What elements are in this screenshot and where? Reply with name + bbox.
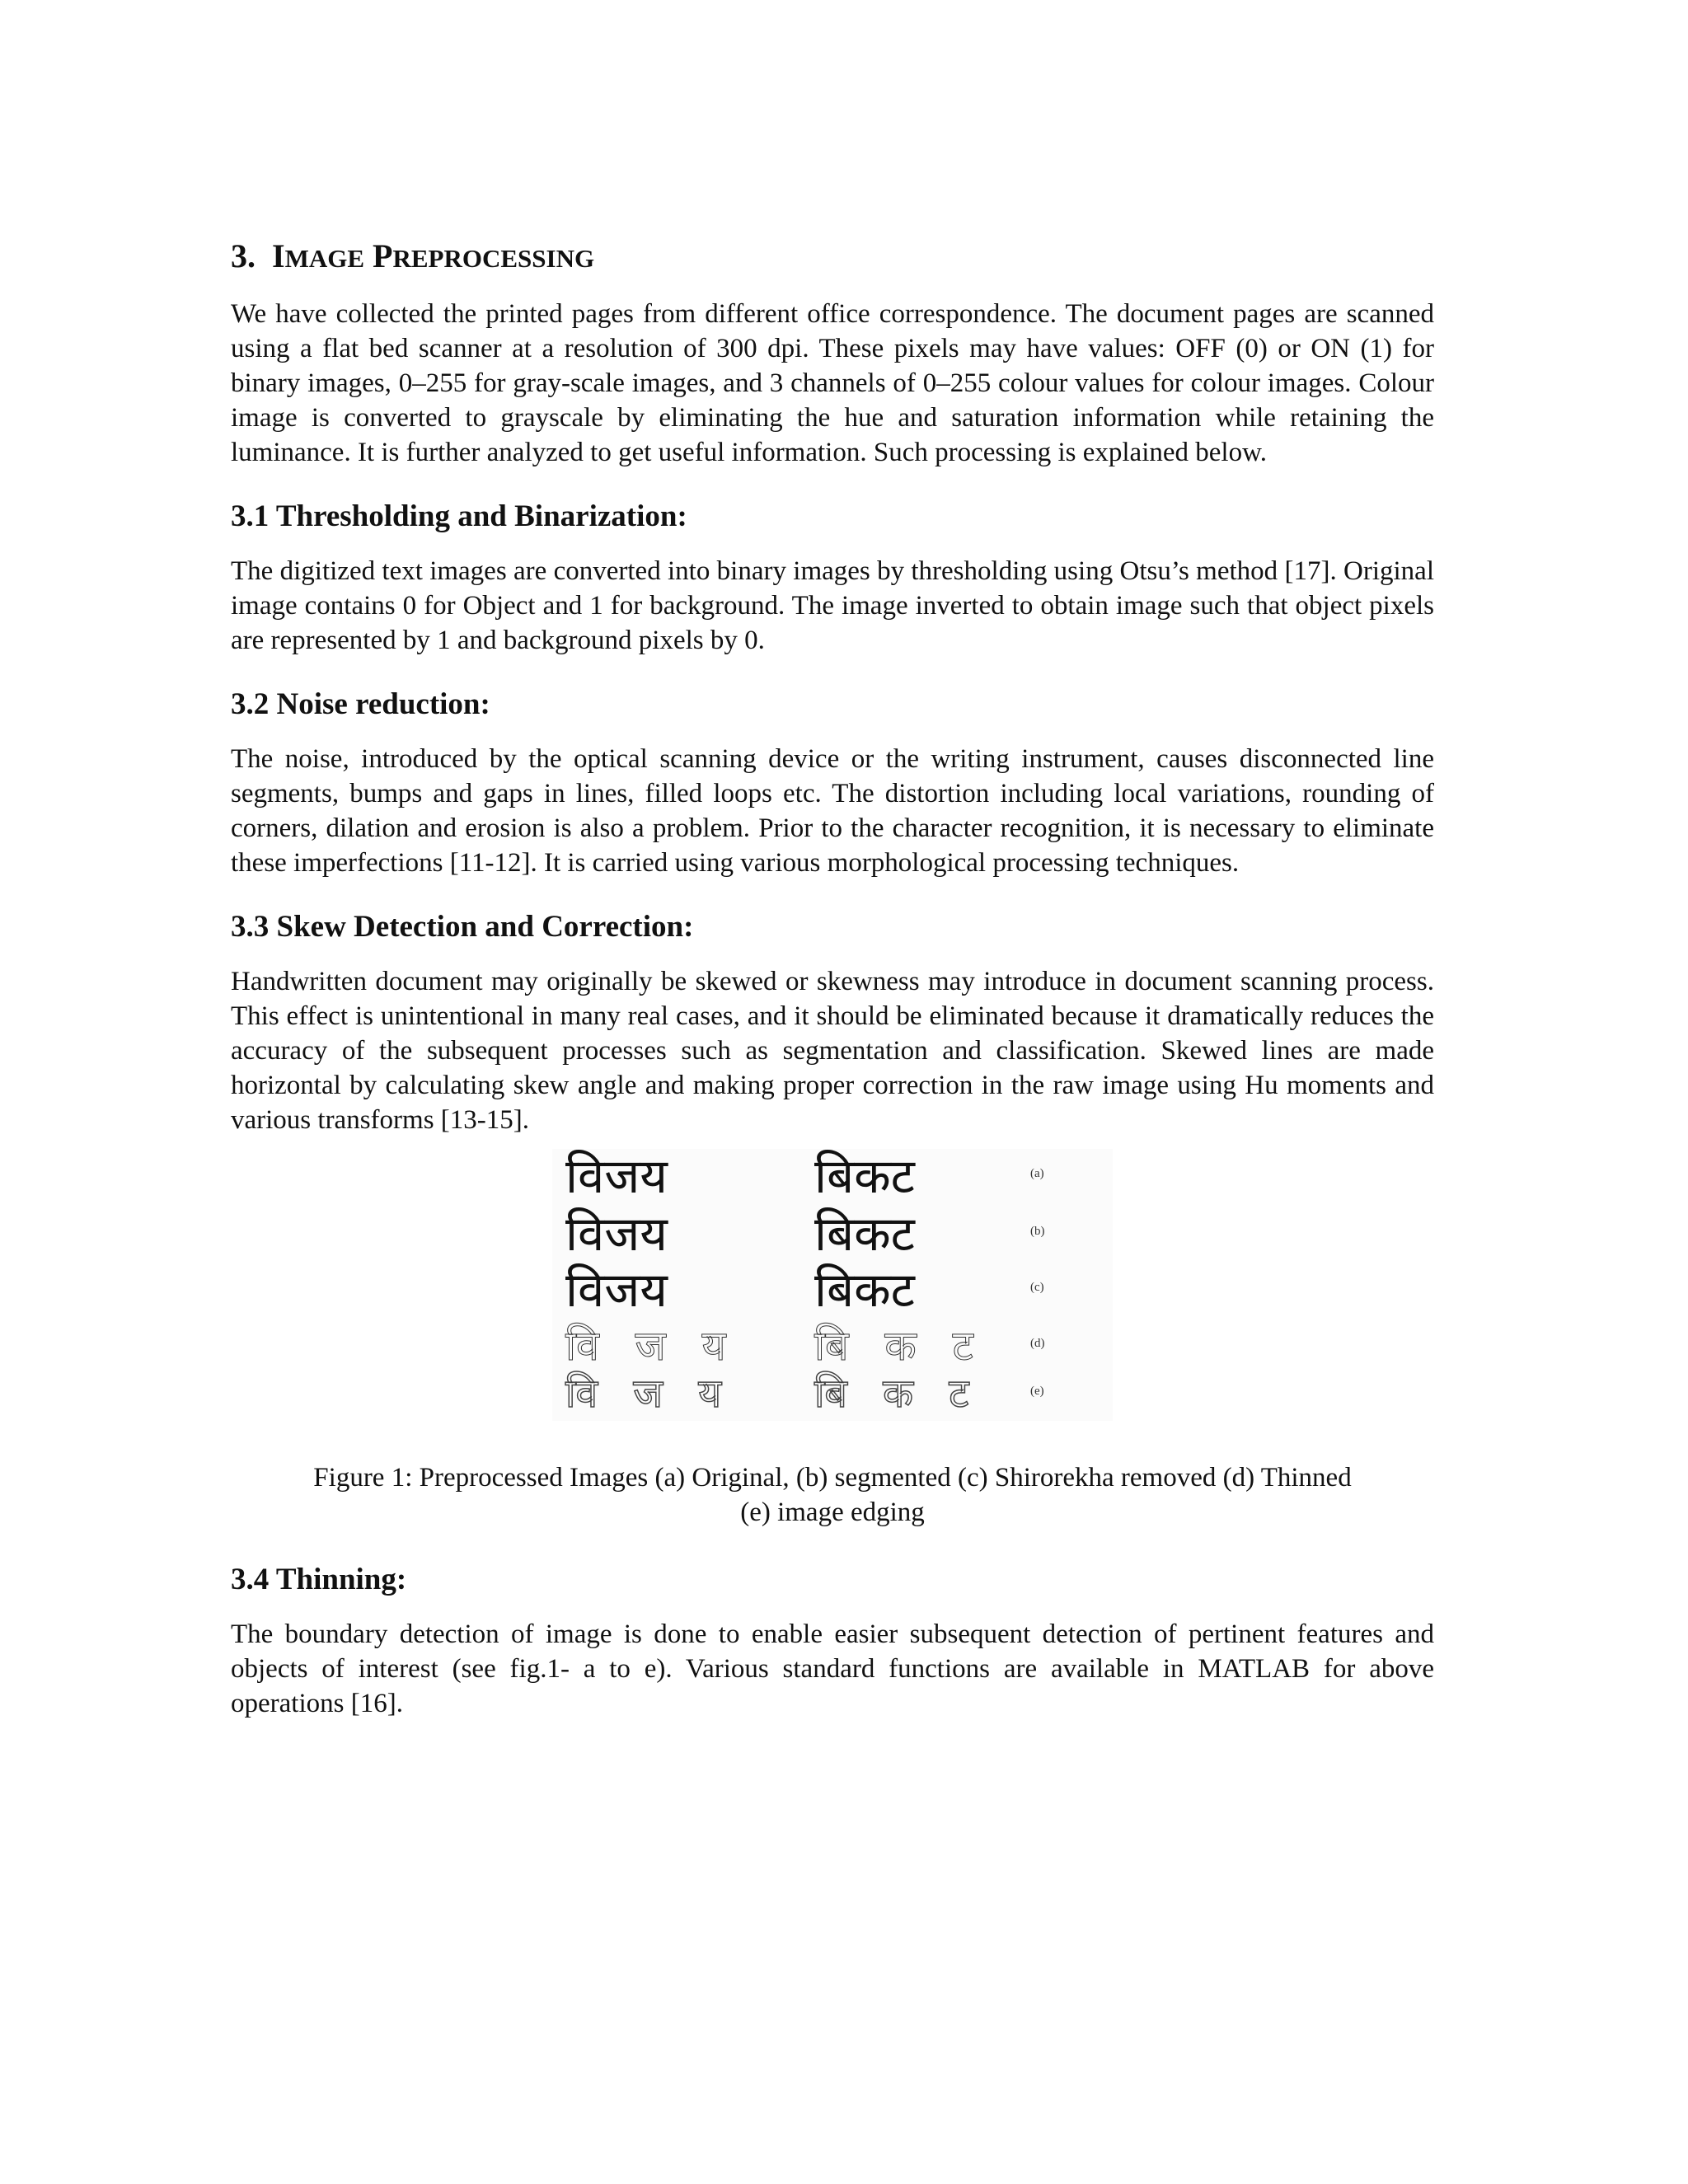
title-cap-1: I (272, 237, 285, 274)
title-rest-1: MAGE (284, 244, 365, 273)
figure-row-original (552, 1148, 1113, 1204)
figure-word-bikat: बिकट (814, 1262, 915, 1318)
figure-word-vijay: वि ज य (565, 1371, 734, 1417)
figure-row-tag: (a) (1030, 1167, 1044, 1180)
figure-row-tag: (c) (1030, 1281, 1044, 1294)
figure-row-thinned (552, 1320, 1113, 1371)
paragraph-skew: Handwritten document may originally be skewed or skewness may introduce in document scanning process. This effect is unintentional in many real cases, and it should be eliminated because it dramatically reduces the accuracy of the subsequent processes such as segmentation and classification. Skewed lines are made horizontal by calculating skew angle and making proper correction in the raw image using Hu moments and various transforms [13-15]. (231, 967, 1434, 1135)
figure-word-vijay: वि ज य (565, 1322, 738, 1370)
section-title (231, 235, 1434, 280)
figure-row-tag: (b) (1030, 1225, 1045, 1238)
figure-preprocessed-images (552, 1149, 1113, 1421)
subsection-title-thinning: 3.4 Thinning: (231, 1563, 407, 1596)
figure-word-bikat: बिकट (814, 1148, 915, 1204)
paragraph-thresholding: The digitized text images are converted into binary images by thresholding using Otsu’s method [17]. Original image contains 0 for Object and 1 for background. The image inverted to obtain image such that object pixels are represented by 1 and background pixels by 0. (231, 556, 1434, 655)
figure-word-vijay: विजय (565, 1262, 668, 1318)
figure-word-bikat: बि क ट (814, 1322, 985, 1370)
page-content (231, 235, 1434, 1747)
section-number: 3. (231, 237, 256, 274)
figure-word-bikat: बिकट (814, 1206, 915, 1262)
figure-word-vijay: विजय (565, 1206, 668, 1262)
figure-caption-line-1: Figure 1: Preprocessed Images (a) Original, (b) segmented (c) Shirorekha removed (d) Thinned (313, 1463, 1352, 1493)
figure-row-edging (552, 1368, 1113, 1419)
intro-paragraph: We have collected the printed pages from different office correspondence. The document pages are scanned using a flat bed scanner at a resolution of 300 dpi. These pixels may have values: OFF (0) or ON (1) for binary images, 0–255 for gray-scale images, and 3 channels of 0–255 colour values for colour images. Colour image is converted to grayscale by eliminating the hue and saturation information while retaining the luminance. It is further analyzed to get useful information. Such processing is explained below. (231, 299, 1434, 467)
figure-word-bikat: बि क ट (814, 1371, 981, 1417)
figure-row-segmented (552, 1206, 1113, 1262)
title-cap-2: P (373, 237, 393, 274)
figure-caption (231, 1460, 1434, 1530)
figure-row-tag: (e) (1030, 1385, 1044, 1398)
title-rest-2: REPROCESSING (392, 244, 595, 273)
figure-caption-line-2: (e) image edging (740, 1497, 925, 1527)
paragraph-thinning: The boundary detection of image is done to enable easier subsequent detection of pertinent features and objects of interest (see fig.1- a to e). Various standard functions are available in MATLAB for above operations [16]. (231, 1619, 1434, 1718)
subsection-title-skew: 3.3 Skew Detection and Correction: (231, 910, 694, 944)
figure-row-tag: (d) (1030, 1337, 1045, 1350)
subsection-title-noise: 3.2 Noise reduction: (231, 687, 490, 721)
figure-word-vijay: विजय (565, 1148, 668, 1204)
figure-row-shirorekha-removed (552, 1262, 1113, 1318)
subsection-title-thresholding: 3.1 Thresholding and Binarization: (231, 499, 687, 533)
paragraph-noise: The noise, introduced by the optical scanning device or the writing instrument, causes disconnected line segments, bumps and gaps in lines, filled loops etc. The distortion including local variations, rounding of corners, dilation and erosion is also a problem. Prior to the character recognition, it is necessary to eliminate these imperfections [11-12]. It is carried using various morphological processing techniques. (231, 744, 1434, 878)
